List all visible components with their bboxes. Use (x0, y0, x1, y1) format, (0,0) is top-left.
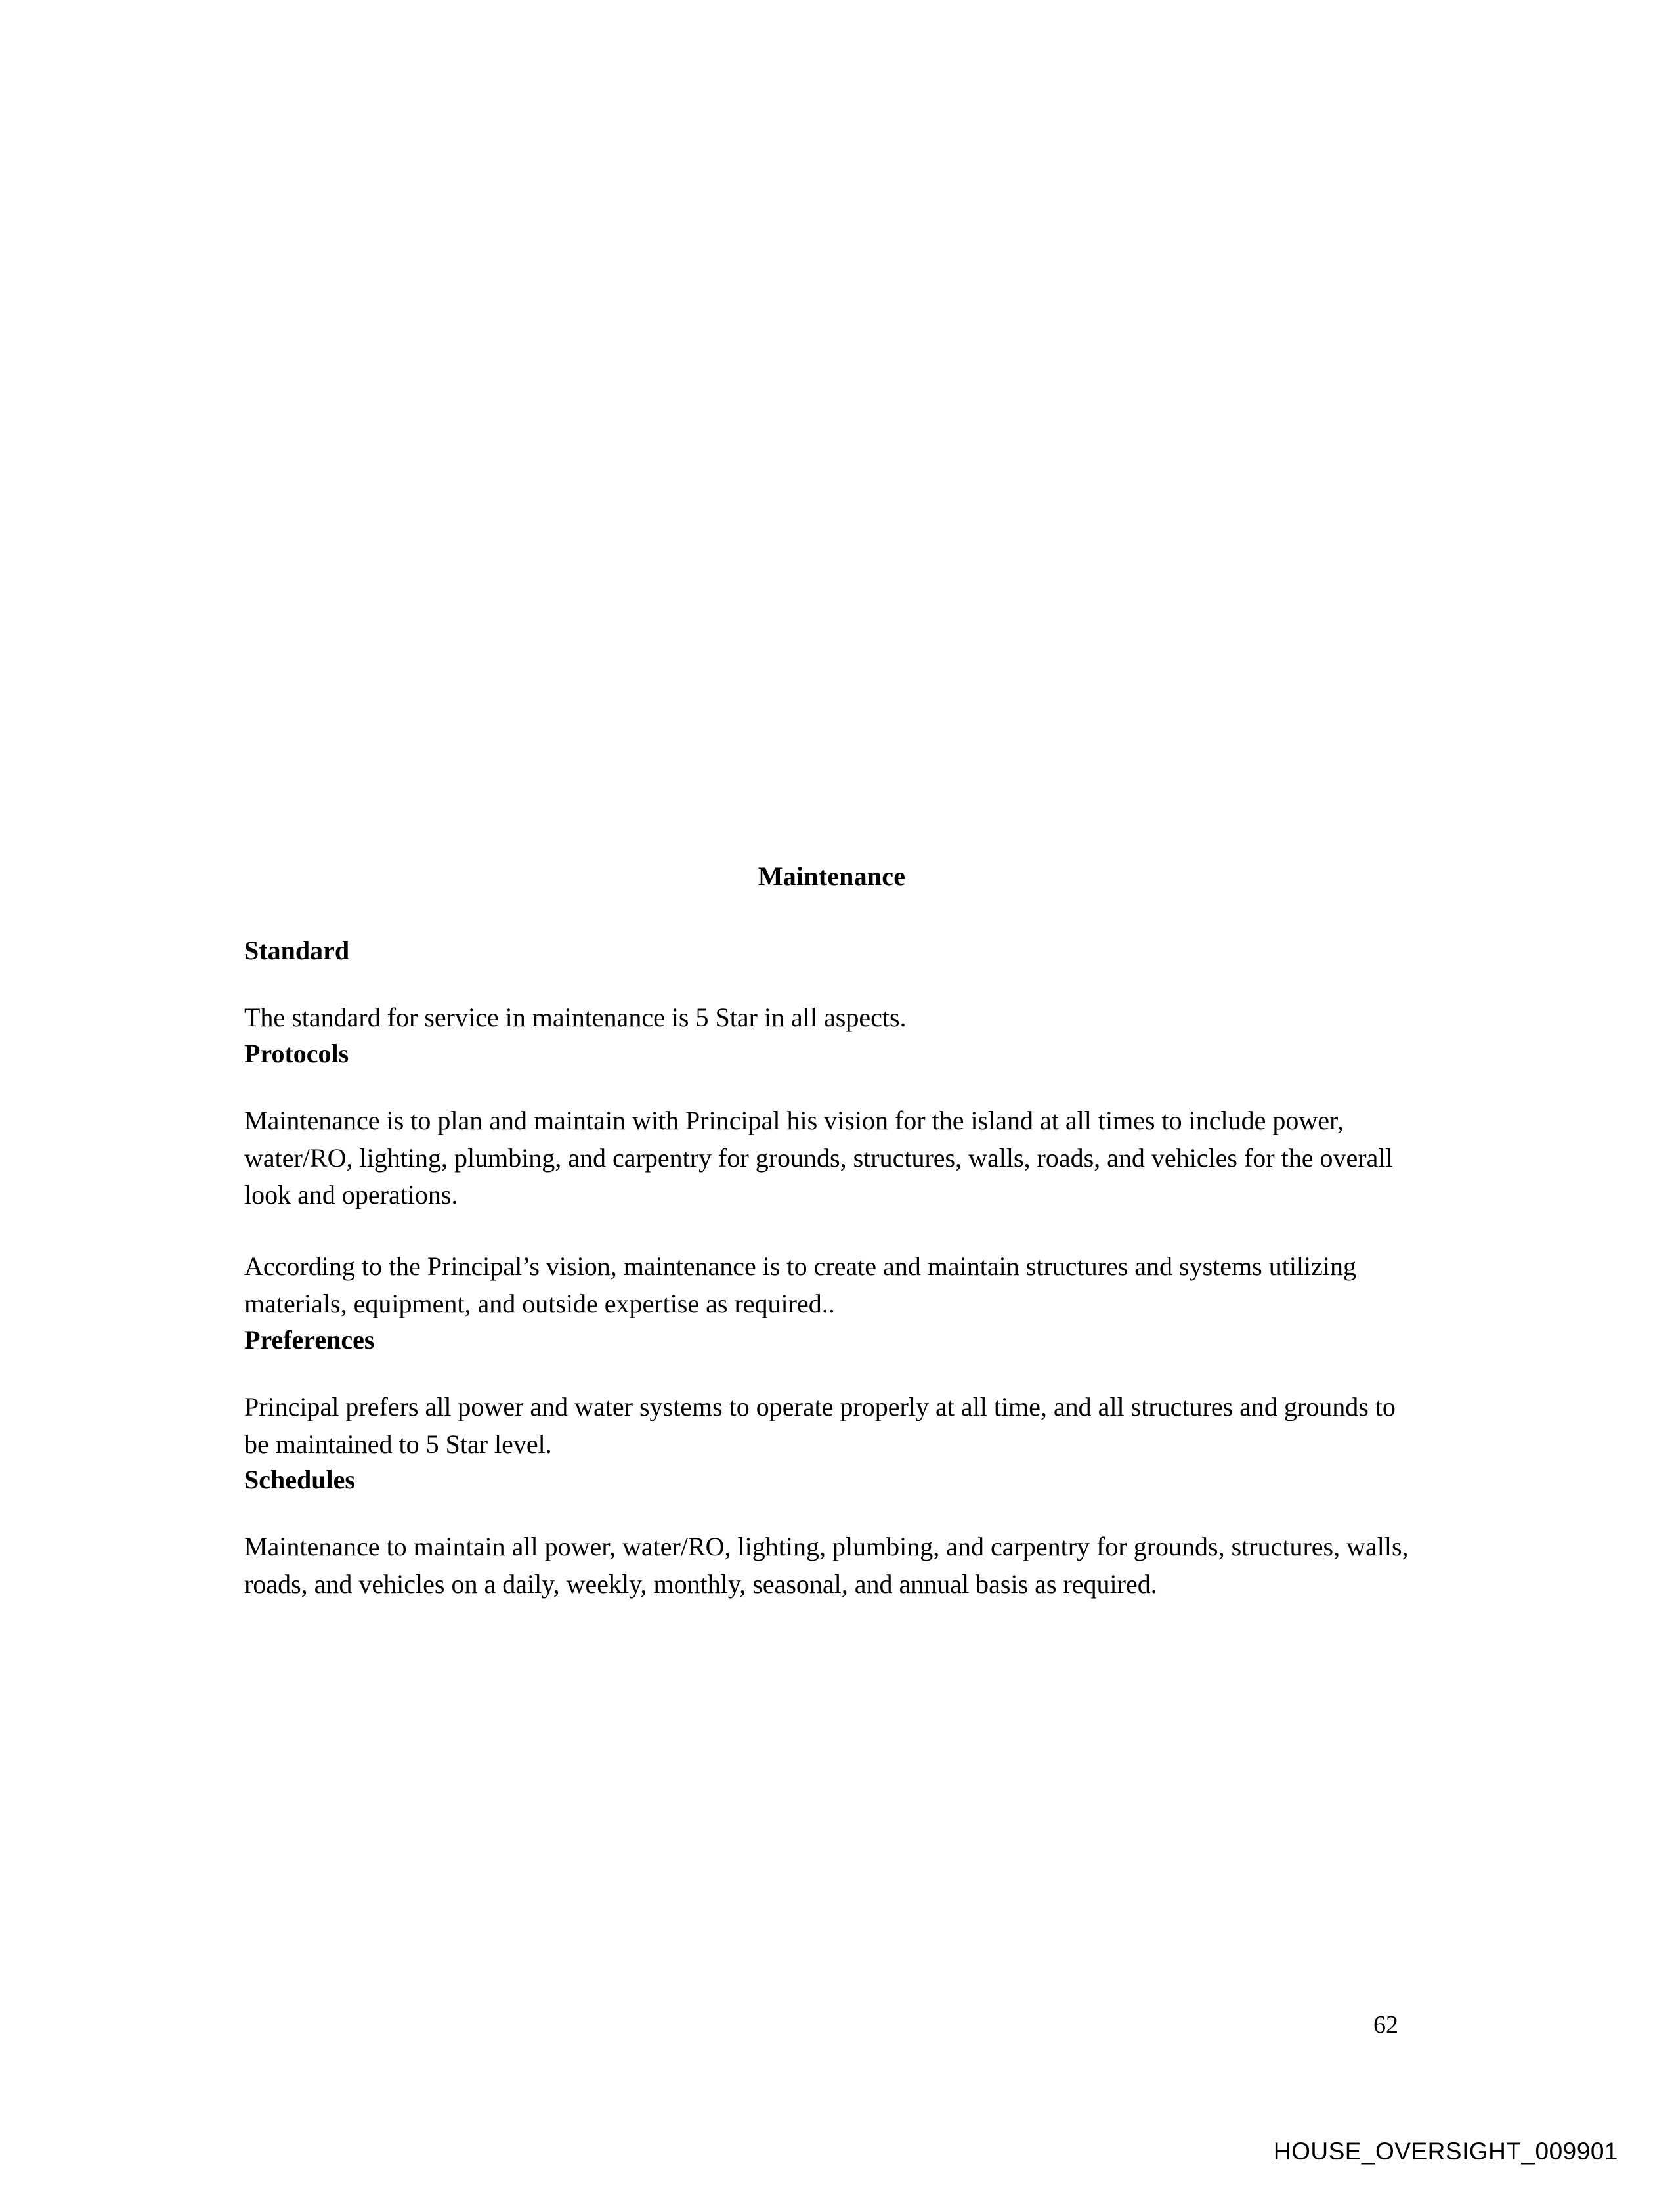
section-paragraph: The standard for service in maintenance is 5 Star in all aspects. (244, 1003, 907, 1032)
section-heading-preferences: Preferences (244, 1324, 375, 1355)
section-paragraph: Maintenance is to plan and maintain with Principal his vision for the island at all times to include power, water/RO, lighting, plumbing, and carpentry for grounds, structures, walls, roads, and vehicles for the overall look and operations. (244, 1105, 1393, 1210)
page-content (244, 860, 1419, 1603)
section-heading-standard: Standard (244, 936, 350, 965)
section-standard (244, 934, 1419, 1037)
bates-stamp: HOUSE_OVERSIGHT_009901 (1273, 2138, 1618, 2165)
section-paragraph: According to the Principal’s vision, maintenance is to create and maintain structures and systems utilizing materials, equipment, and outside expertise as required.. (244, 1251, 1357, 1318)
section-paragraph: Maintenance to maintain all power, water/RO, lighting, plumbing, and carpentry for grounds, structures, walls, roads, and vehicles on a daily, weekly, monthly, seasonal, and annual basis as required. (244, 1532, 1409, 1599)
page-number: 62 (1373, 2011, 1398, 2039)
section-heading-schedules: Schedules (244, 1465, 355, 1495)
section-preferences (244, 1323, 1419, 1464)
section-protocols (244, 1037, 1419, 1323)
section-schedules (244, 1463, 1419, 1603)
section-paragraph: Principal prefers all power and water systems to operate properly at all time, and all structures and grounds to be maintained to 5 Star level. (244, 1391, 1396, 1459)
page-title: Maintenance (758, 861, 906, 891)
section-heading-protocols: Protocols (244, 1038, 349, 1068)
